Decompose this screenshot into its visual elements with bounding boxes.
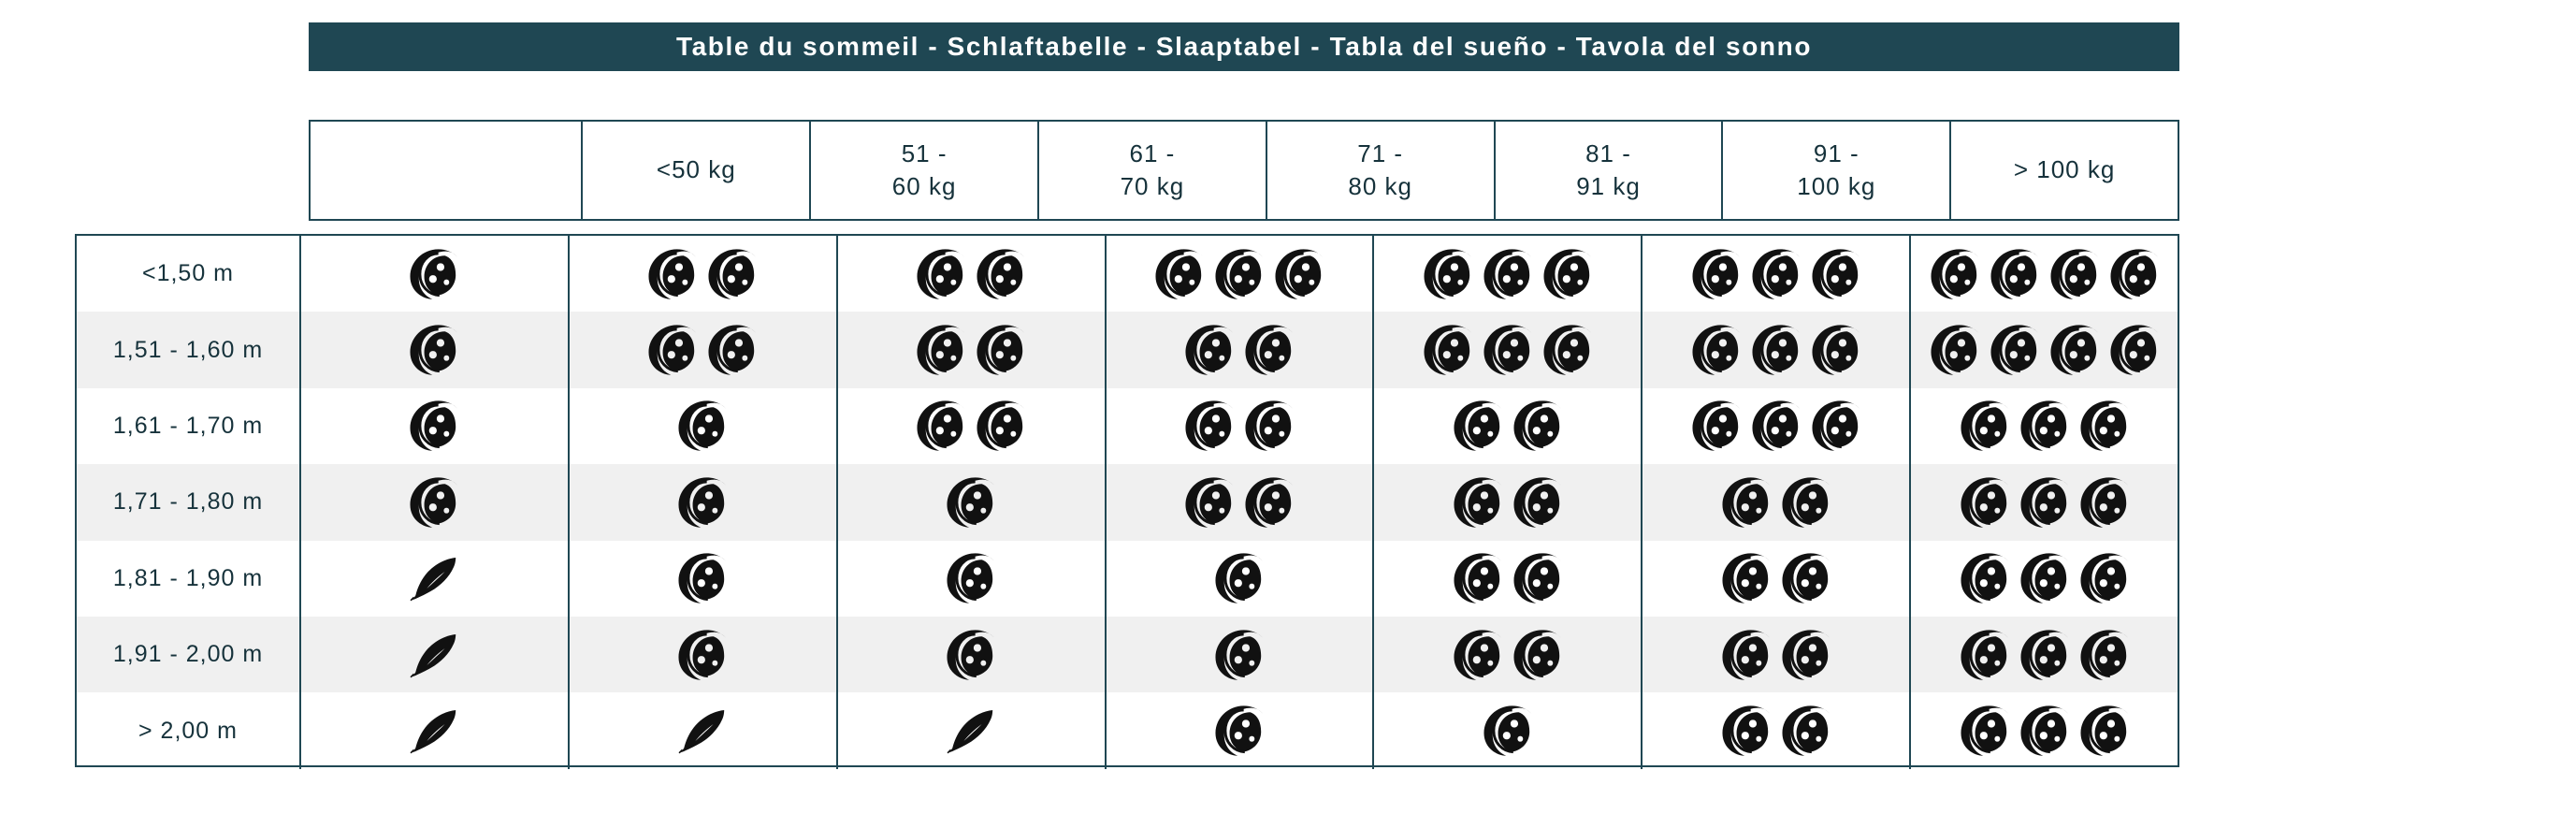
moon-icon — [675, 475, 730, 530]
moon-icon — [1451, 399, 1505, 453]
moon-icon — [974, 399, 1028, 453]
recommendation-cell — [1911, 464, 2178, 540]
moon-icon — [1689, 323, 1744, 377]
title-banner — [309, 22, 2179, 71]
moon-icon — [2077, 704, 2132, 758]
weight-column-header-2-line2: 60 kg — [891, 172, 957, 200]
moon-icon — [1212, 551, 1266, 605]
moon-icon — [2077, 399, 2132, 453]
recommendation-cell — [838, 541, 1107, 617]
recommendation-cell — [1643, 388, 1911, 464]
moon-icon — [2048, 247, 2102, 301]
moon-icon — [1511, 475, 1565, 530]
recommendation-cell — [1107, 312, 1375, 387]
recommendation-cell — [1643, 312, 1911, 387]
feather-icon — [944, 704, 998, 758]
moon-icon — [1212, 704, 1266, 758]
recommendation-cell — [1643, 464, 1911, 540]
table-row — [77, 541, 2178, 617]
moon-icon — [1481, 323, 1535, 377]
moon-icon — [914, 323, 968, 377]
moon-icon — [1958, 475, 2012, 530]
recommendation-cell — [1374, 692, 1643, 768]
moon-icon — [407, 399, 461, 453]
recommendation-cell — [1374, 388, 1643, 464]
table-row — [77, 692, 2178, 768]
recommendation-cell — [1374, 236, 1643, 312]
weight-column-header-6-line1: 91 - — [1813, 138, 1860, 167]
recommendation-cell — [838, 692, 1107, 768]
moon-icon — [1809, 323, 1863, 377]
moon-icon — [2077, 551, 2132, 605]
header-corner-cell — [311, 122, 583, 219]
moon-icon — [2107, 323, 2162, 377]
moon-icon — [1511, 628, 1565, 682]
moon-icon — [1779, 704, 1833, 758]
recommendation-cell — [570, 312, 838, 387]
moon-icon — [1719, 551, 1773, 605]
moon-icon — [914, 399, 968, 453]
moon-icon — [944, 475, 998, 530]
moon-icon — [2018, 399, 2072, 453]
moon-icon — [1958, 399, 2012, 453]
page-title: Table du sommeil - Schlaftabelle - Slaaptabel - Tabla del sueño - Tavola del sonno — [675, 32, 1813, 61]
moon-icon — [675, 551, 730, 605]
moon-icon — [1749, 247, 1803, 301]
moon-icon — [1421, 247, 1475, 301]
weight-column-header-4-line1: 71 - — [1357, 138, 1404, 167]
moon-icon — [1182, 323, 1237, 377]
moon-icon — [1928, 247, 1982, 301]
moon-icon — [645, 247, 700, 301]
moon-icon — [1451, 628, 1505, 682]
moon-icon — [407, 475, 461, 530]
recommendation-cell — [1643, 617, 1911, 692]
moon-icon — [1152, 247, 1207, 301]
moon-icon — [1958, 704, 2012, 758]
moon-icon — [2018, 551, 2072, 605]
recommendation-cell — [1643, 692, 1911, 768]
table-row — [77, 388, 2178, 464]
weight-header-row — [309, 120, 2179, 221]
recommendation-cell — [570, 692, 838, 768]
weight-column-header-2 — [811, 122, 1039, 219]
weight-column-header-3 — [1039, 122, 1267, 219]
weight-column-header-7 — [1951, 122, 2178, 219]
weight-column-header-2-line1: 51 - — [901, 138, 948, 167]
moon-icon — [1719, 628, 1773, 682]
recommendation-cell — [301, 312, 570, 387]
moon-icon — [2077, 475, 2132, 530]
recommendation-cell — [1107, 541, 1375, 617]
recommendation-cell — [838, 617, 1107, 692]
feather-icon — [407, 704, 461, 758]
moon-icon — [1689, 247, 1744, 301]
weight-column-header-5 — [1496, 122, 1724, 219]
table-row — [77, 617, 2178, 692]
weight-column-header-4 — [1267, 122, 1496, 219]
sleep-matrix-table — [75, 234, 2179, 767]
moon-icon — [1958, 551, 2012, 605]
recommendation-cell — [301, 388, 570, 464]
moon-icon — [1451, 475, 1505, 530]
recommendation-cell — [301, 617, 570, 692]
moon-icon — [1719, 704, 1773, 758]
recommendation-cell — [1374, 617, 1643, 692]
moon-icon — [1749, 399, 1803, 453]
height-range-label: <1,50 m — [77, 236, 301, 312]
recommendation-cell — [1643, 541, 1911, 617]
recommendation-cell — [1107, 464, 1375, 540]
recommendation-cell — [1107, 692, 1375, 768]
height-range-label: 1,71 - 1,80 m — [77, 464, 301, 540]
moon-icon — [1212, 628, 1266, 682]
moon-icon — [1809, 399, 1863, 453]
moon-icon — [1689, 399, 1744, 453]
moon-icon — [1988, 323, 2042, 377]
moon-icon — [1421, 323, 1475, 377]
moon-icon — [2048, 323, 2102, 377]
moon-icon — [1272, 247, 1326, 301]
moon-icon — [1541, 247, 1595, 301]
moon-icon — [2077, 628, 2132, 682]
weight-column-header-3-line2: 70 kg — [1120, 172, 1185, 200]
moon-icon — [1481, 704, 1535, 758]
weight-column-header-7-line1: > 100 kg — [2013, 155, 2116, 184]
height-range-label: 1,51 - 1,60 m — [77, 312, 301, 387]
moon-icon — [1541, 323, 1595, 377]
table-row — [77, 236, 2178, 312]
moon-icon — [1779, 475, 1833, 530]
moon-icon — [2018, 628, 2072, 682]
moon-icon — [974, 323, 1028, 377]
recommendation-cell — [1107, 617, 1375, 692]
weight-column-header-5-line1: 81 - — [1585, 138, 1631, 167]
moon-icon — [1779, 551, 1833, 605]
recommendation-cell — [301, 236, 570, 312]
recommendation-cell — [1911, 692, 2178, 768]
recommendation-cell — [838, 464, 1107, 540]
recommendation-cell — [1911, 312, 2178, 387]
recommendation-cell — [1107, 236, 1375, 312]
moon-icon — [944, 551, 998, 605]
moon-icon — [1719, 475, 1773, 530]
moon-icon — [675, 399, 730, 453]
recommendation-cell — [1911, 617, 2178, 692]
moon-icon — [1242, 475, 1296, 530]
feather-icon — [407, 628, 461, 682]
recommendation-cell — [1643, 236, 1911, 312]
recommendation-cell — [570, 541, 838, 617]
height-range-label: > 2,00 m — [77, 692, 301, 768]
moon-icon — [1749, 323, 1803, 377]
moon-icon — [1451, 551, 1505, 605]
moon-icon — [407, 323, 461, 377]
recommendation-cell — [570, 236, 838, 312]
moon-icon — [1779, 628, 1833, 682]
moon-icon — [2018, 704, 2072, 758]
moon-icon — [2018, 475, 2072, 530]
moon-icon — [1182, 399, 1237, 453]
recommendation-cell — [1374, 541, 1643, 617]
weight-column-header-5-line2: 91 kg — [1576, 172, 1641, 200]
moon-icon — [1988, 247, 2042, 301]
weight-column-header-1-line1: <50 kg — [656, 155, 736, 184]
moon-icon — [1481, 247, 1535, 301]
recommendation-cell — [301, 692, 570, 768]
moon-icon — [914, 247, 968, 301]
moon-icon — [1958, 628, 2012, 682]
recommendation-cell — [1911, 541, 2178, 617]
moon-icon — [1242, 399, 1296, 453]
recommendation-cell — [570, 617, 838, 692]
moon-icon — [974, 247, 1028, 301]
moon-icon — [1242, 323, 1296, 377]
moon-icon — [407, 247, 461, 301]
recommendation-cell — [1911, 236, 2178, 312]
weight-column-header-6 — [1723, 122, 1951, 219]
weight-column-header-6-line2: 100 kg — [1797, 172, 1876, 200]
height-range-label: 1,61 - 1,70 m — [77, 388, 301, 464]
moon-icon — [705, 323, 760, 377]
recommendation-cell — [1374, 312, 1643, 387]
recommendation-cell — [570, 464, 838, 540]
recommendation-cell — [1911, 388, 2178, 464]
feather-icon — [675, 704, 730, 758]
moon-icon — [1928, 323, 1982, 377]
moon-icon — [1511, 399, 1565, 453]
moon-icon — [2107, 247, 2162, 301]
height-range-label: 1,81 - 1,90 m — [77, 541, 301, 617]
table-row — [77, 312, 2178, 387]
weight-column-header-3-line1: 61 - — [1129, 138, 1176, 167]
table-row — [77, 464, 2178, 540]
feather-icon — [407, 551, 461, 605]
moon-icon — [1809, 247, 1863, 301]
recommendation-cell — [1374, 464, 1643, 540]
moon-icon — [1511, 551, 1565, 605]
moon-icon — [705, 247, 760, 301]
moon-icon — [1182, 475, 1237, 530]
recommendation-cell — [570, 388, 838, 464]
weight-column-header-1 — [583, 122, 811, 219]
weight-column-header-4-line2: 80 kg — [1348, 172, 1412, 200]
moon-icon — [675, 628, 730, 682]
recommendation-cell — [1107, 388, 1375, 464]
recommendation-cell — [838, 236, 1107, 312]
moon-icon — [645, 323, 700, 377]
recommendation-cell — [301, 464, 570, 540]
moon-icon — [944, 628, 998, 682]
moon-icon — [1212, 247, 1266, 301]
recommendation-cell — [838, 388, 1107, 464]
recommendation-cell — [838, 312, 1107, 387]
recommendation-cell — [301, 541, 570, 617]
height-range-label: 1,91 - 2,00 m — [77, 617, 301, 692]
